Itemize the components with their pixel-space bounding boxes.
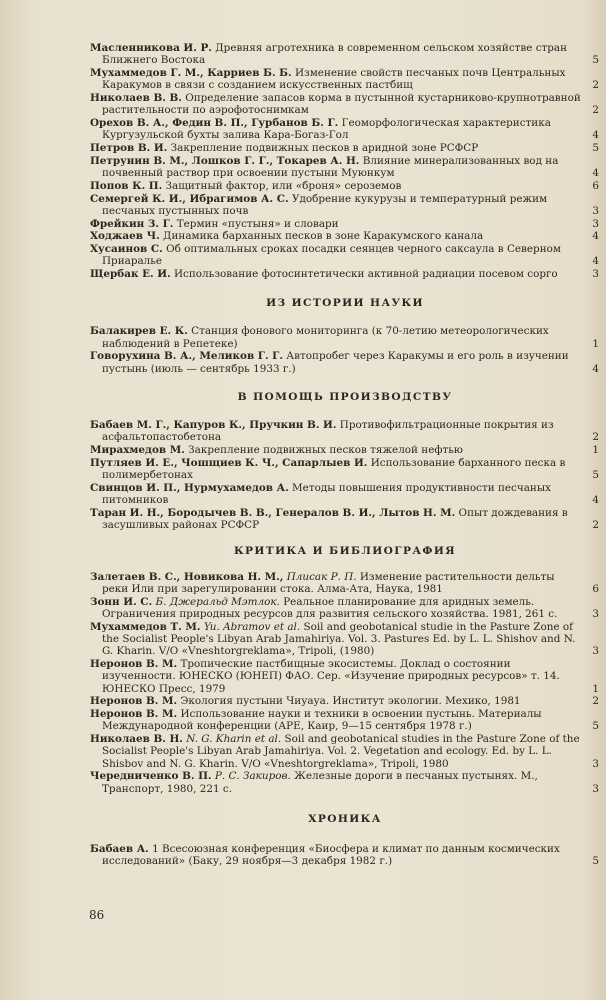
section-production [90,391,600,531]
section-heading: ИЗ ИСТОРИИ НАУКИ [266,297,424,310]
toc-entry-text [90,457,584,481]
entry-issue-number: 5 [592,142,599,154]
toc-entry [90,268,600,280]
entry-issue-number: 3 [592,608,599,621]
entry-title: Динамика барханных песков в зоне Каракумского канала [163,230,484,243]
entry-title: Закрепление подвижных песков тяжелой нефтью [188,443,463,456]
toc-entry-text [90,155,584,179]
entry-author: Николаев В. Н. [90,733,183,746]
entry-issue-number: 5 [592,468,599,481]
entry-issue-number: 1 [592,443,599,456]
entry-issue-number: 1 [592,337,599,350]
entry-author: Неронов В. М. [90,658,178,671]
entry-issue-number: 2 [592,79,599,92]
entry-issue-number: 1 [592,682,599,695]
entry-issue-number: 3 [592,782,599,795]
entry-title: Soil and geobotanical studie in the Pasture Zone of the Socialist People's Libyan Arab Jamahiriya. Vol. 3. Pastures Ed. by L. L. Shishov and N. G. Kharin. V/O «Vneshtorgreklama», Tripoli, (1980) [102,621,576,658]
toc-entry-text [90,230,584,242]
entry-author: Мухаммедов Г. М., Карриев Б. Б. [90,67,292,79]
entry-list [90,419,600,531]
entry-issue-number: 2 [592,431,599,443]
entry-reviewed-author: Плисак Р. П. [286,571,357,583]
section-heading: КРИТИКА И БИБЛИОГРАФИЯ [234,545,456,557]
entry-author: Щербак Е. И. [90,268,171,281]
entry-author: Путляев И. Е., Чошщиев К. Ч., Сапарлыев И. [90,456,368,469]
entry-author: Хусаинов С. [90,243,163,256]
entry-reviewed-author: Б. Джеральд Мэтлок. [155,596,280,608]
toc-entry-text [90,658,584,695]
table-of-contents [90,42,600,868]
toc-entry [90,180,600,192]
toc-entry [90,482,600,506]
entry-issue-number: 2 [592,104,599,117]
entry-list [90,325,600,374]
entry-author: Бабаев М. Г., Капуров К., Пручкин В. И. [90,418,337,431]
entry-title: Закрепление подвижных песков в аридной зоне РСФСР [170,142,479,154]
toc-entry [90,42,600,66]
entry-title: Защитный фактор, или «броня» сероземов [165,179,402,192]
entry-title: Использование барханного песка в полимербетонах [102,456,566,481]
toc-entry [90,843,600,867]
entry-author: Мирахмедов М. [90,443,185,456]
entry-title: Об оптимальных сроках посадки сеянцев черного саксаула в Северном Приаралье [102,243,561,268]
toc-entry-text [90,444,584,456]
toc-entry-text [90,571,584,595]
page-number: 86 [89,908,105,922]
entry-title: Изменение свойств песчаных почв Центральных Каракумов в связи с созданием искусственных пастбищ [102,67,566,92]
entry-author: Фрейкин З. Г. [90,217,174,230]
entry-issue-number: 3 [592,217,599,230]
entry-author: Неронов В. М. [90,695,178,708]
entry-title: 1 Всесоюзная конференция «Биосфера и климат по данным космических исследований» (Баку, 29 ноября—3 декабря 1982 г.) [102,842,560,868]
toc-entry [90,193,600,217]
toc-entry [90,419,600,443]
entry-issue-number: 4 [592,129,599,142]
toc-entry [90,733,600,770]
toc-entry-text [90,708,584,732]
entry-author: Чередниченко В. П. [90,770,212,783]
entry-author: Мухаммедов Т. М. [90,621,201,633]
toc-entry-text [90,243,584,267]
entry-author: Петров В. И. [90,142,168,154]
entry-reviewed-author: Р. С. Закиров. [214,770,291,783]
entry-title: Использование науки и техники в освоении пустынь. Материалы Международной конференции (АРЕ, Каир, 9—15 сентября 1978 г.) [102,708,542,733]
toc-entry [90,770,600,794]
toc-entry-text [90,180,584,192]
toc-entry-text [90,350,584,374]
entry-author: Говорухина В. А., Меликов Г. Г. [90,350,283,363]
entry-title: Использование фотосинтетически активной радиации посевом сорго [174,268,558,281]
toc-entry [90,708,600,732]
toc-entry-text [90,142,584,154]
entry-title: Удобрение кукурузы и температурный режим песчаных пустынных почв [102,192,548,217]
entry-author: Петрунин В. М., Лошков Г. Г., Токарев А. Н. [90,154,360,167]
entry-author: Таран И. Н., Бородычев В. В., Генералов В. И., Лытов Н. М. [90,506,456,519]
toc-entry [90,444,600,456]
entry-issue-number: 2 [592,518,599,531]
toc-entry-text [90,419,584,443]
entry-title: Определение запасов корма в пустынной кустарниково-крупнотравной растительности по аэрофотоснимкам [102,92,581,117]
entry-title: Термин «пустыня» и словари [176,217,339,230]
entry-title: Противофильтрационные покрытия из асфальтопастобетона [102,418,554,443]
toc-entry-text [90,42,584,66]
entry-issue-number: 4 [592,362,599,375]
entry-author: Орехов В. А., Федин В. П., Гурбанов Б. Г. [90,117,339,129]
entry-title: Методы повышения продуктивности песчаных питомников [102,481,551,506]
toc-entry [90,658,600,695]
entry-author: Бабаев А. [90,842,149,855]
entry-title: Реальное планирование для аридных земель. Ограничения природных ресурсов для развития сельского хозяйства. 1981, 261 с. [102,596,558,621]
toc-entry-text [90,770,584,794]
toc-entry [90,67,600,91]
entry-issue-number: 6 [592,179,599,192]
entry-reviewed-author: Yu. Abramov et al. [203,621,301,633]
entry-title: Экология пустыни Чиуауа. Институт экологии. Мехико, 1981 [180,695,521,708]
toc-entry [90,218,600,230]
toc-entry [90,243,600,267]
toc-entry-text [90,218,584,230]
section-heading: ХРОНИКА [308,812,382,825]
toc-entry [90,350,600,374]
toc-entry [90,596,600,620]
entry-issue-number: 2 [592,695,599,708]
section-history [90,297,600,374]
entry-author: Балакирев Е. К. [90,325,188,338]
toc-entry-text [90,695,584,707]
entry-title: Изменение растительности дельты реки Или при зарегулировании стока. Алма-Ата, Наука, 1981 [102,571,555,596]
entry-author: Ходжаев Ч. [90,230,160,243]
entry-author: Николаев В. В. [90,92,182,104]
toc-entry [90,92,600,116]
entry-list [90,843,600,867]
toc-entry [90,695,600,707]
toc-entry-text [90,621,584,658]
toc-entry-text [90,482,584,506]
toc-entry-text [90,325,584,349]
entry-title: Геоморфологическая характеристика Кургузульской бухты залива Кара-Богаз-Гол [102,117,551,142]
entry-author: Масленникова И. Р. [90,42,212,54]
entry-author: Семергей К. И., Ибрагимов А. С. [90,192,289,205]
entry-issue-number: 3 [592,645,599,658]
entry-title: Станция фонового мониторинга (к 70-летию метеорологических наблюдений в Репетеке) [102,325,549,350]
entry-title: Железные дороги в песчаных пустынях. М., Транспорт, 1980, 221 с. [102,770,538,795]
entry-issue-number: 4 [592,493,599,506]
toc-entry-text [90,596,584,620]
toc-entry [90,621,600,658]
section-heading: В ПОМОЩЬ ПРОИЗВОДСТВУ [237,390,453,403]
entry-issue-number: 5 [592,54,599,67]
toc-entry-text [90,193,584,217]
entry-issue-number: 4 [592,167,599,179]
entry-author: Попов К. П. [90,179,163,192]
entry-issue-number: 4 [592,255,599,268]
entry-title: Soil and geobotanical studies in the Pasture Zone of the Socialist People's Libyan Arab Jamahiriya. Vol. 2. Vegetation and ecology. Ed. by L. L. Shisbov and N. G. Kharin. V/O «Vneshtorgreklama», Tripoli, 1980 [102,733,580,770]
entry-list [90,571,600,795]
toc-entry-text [90,733,584,770]
toc-entry-text [90,268,584,280]
entry-issue-number: 4 [592,230,599,243]
section-chronicle [90,813,600,867]
toc-entry [90,325,600,349]
toc-entry-text [90,67,584,91]
toc-entry-text [90,117,584,141]
entry-title: Опыт дождевания в засушливых районах РСФСР [102,506,568,531]
entry-author: Свинцов И. П., Нурмухамедов А. [90,481,289,494]
entry-title: Автопробег через Каракумы и его роль в изучении пустынь (июль — сентябрь 1933 г.) [102,350,569,375]
toc-entry [90,142,600,154]
toc-entry [90,507,600,531]
entry-author: Зонн И. С. [90,596,153,608]
entry-title: Влияние минерализованных вод на почвенный раствор при освоении пустыни Муюнкум [102,154,559,179]
section-critique [90,545,600,795]
entry-issue-number: 6 [592,583,599,596]
entry-issue-number: 5 [592,720,599,733]
toc-entry [90,571,600,595]
entry-issue-number: 3 [592,757,599,770]
entry-author: Залетаев В. С., Новикова Н. М., [90,571,284,583]
entry-issue-number: 5 [592,855,599,868]
toc-entry-text [90,507,584,531]
entry-title: Тропические пастбищные экосистемы. Доклад о состоянии изученности. ЮНЕСКО (ЮНЕП) ФАО. Сер. «Изучение природных ресурсов» т. 14. ЮНЕСКО Пресс, 1979 [102,658,560,695]
entry-issue-number: 3 [592,204,599,217]
toc-entry [90,155,600,179]
toc-entry [90,457,600,481]
entry-issue-number: 3 [592,268,599,281]
entry-author: Неронов В. М. [90,708,178,721]
toc-entry [90,230,600,242]
toc-entry-text [90,843,584,867]
toc-entry [90,117,600,141]
toc-entry-text [90,92,584,116]
entry-title: Древняя агротехника в современном сельском хозяйстве стран Ближнего Востока [102,42,568,67]
entry-list-top [90,42,600,280]
entry-reviewed-author: N. G. Kharin et al. [186,733,282,746]
